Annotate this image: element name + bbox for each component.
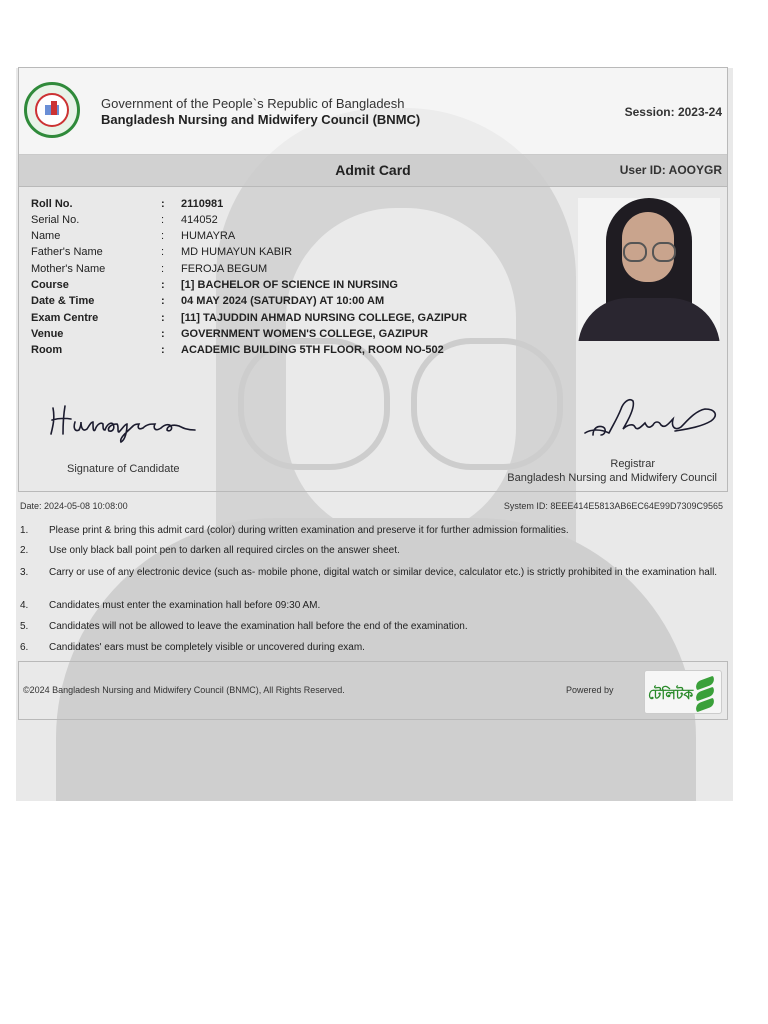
instruction-text: Candidates' ears must be completely visible or uncovered during exam. bbox=[49, 642, 365, 653]
detail-colon: : bbox=[161, 263, 165, 275]
detail-colon: : bbox=[161, 246, 165, 258]
council-name: Bangladesh Nursing and Midwifery Council (BNMC) bbox=[101, 112, 421, 127]
instruction-text: Candidates must enter the examination hall before 09:30 AM. bbox=[49, 600, 321, 611]
detail-label: Course bbox=[31, 279, 69, 291]
detail-colon: : bbox=[161, 328, 165, 340]
teletalk-logo-text: টেলিটক bbox=[648, 687, 694, 703]
registrar-label: Registrar bbox=[610, 458, 655, 470]
candidate-signature bbox=[47, 396, 217, 446]
detail-colon: : bbox=[161, 312, 165, 324]
instruction-number: 4. bbox=[20, 600, 29, 611]
detail-value: GOVERNMENT WOMEN'S COLLEGE, GAZIPUR bbox=[181, 328, 429, 340]
session-label: Session: 2023-24 bbox=[624, 105, 722, 119]
detail-colon: : bbox=[161, 214, 165, 226]
detail-label: Serial No. bbox=[31, 214, 80, 226]
print-date: Date: 2024-05-08 10:08:00 bbox=[20, 501, 128, 511]
title-bar bbox=[18, 154, 728, 187]
teletalk-logo-icon bbox=[644, 670, 722, 714]
instruction-text: Please print & bring this admit card (color) during written examination and preserve it for further admission formalities. bbox=[49, 525, 569, 536]
detail-value: [11] TAJUDDIN AHMAD NURSING COLLEGE, GAZIPUR bbox=[181, 312, 468, 324]
detail-label: Father's Name bbox=[31, 246, 103, 258]
system-id: System ID: 8EEE414E5813AB6EC64E99D7309C9565 bbox=[503, 501, 723, 511]
instruction-text: Candidates will not be allowed to leave the examination hall before the end of the examination. bbox=[49, 621, 468, 632]
card-header bbox=[18, 67, 728, 155]
instruction-number: 2. bbox=[20, 545, 29, 556]
instruction-text: Use only black ball point pen to darken all required circles on the answer sheet. bbox=[49, 545, 400, 556]
detail-value: 2110981 bbox=[181, 198, 224, 210]
registrar-council-label: Bangladesh Nursing and Midwifery Council bbox=[507, 472, 717, 484]
detail-colon: : bbox=[161, 279, 165, 291]
detail-label: Mother's Name bbox=[31, 263, 106, 275]
detail-label: Room bbox=[31, 344, 63, 356]
instruction-number: 3. bbox=[20, 567, 29, 578]
instruction-number: 6. bbox=[20, 642, 29, 653]
detail-value: 414052 bbox=[181, 214, 218, 226]
detail-colon: : bbox=[161, 344, 165, 356]
detail-value: ACADEMIC BUILDING 5TH FLOOR, ROOM NO-502 bbox=[181, 344, 444, 356]
page-title: Admit Card bbox=[335, 162, 411, 178]
detail-label: Date & Time bbox=[31, 295, 95, 307]
powered-by-label: Powered by bbox=[566, 685, 614, 695]
user-id: User ID: AOOYGR bbox=[619, 163, 722, 177]
instruction-number: 1. bbox=[20, 525, 29, 536]
candidate-signature-label: Signature of Candidate bbox=[67, 463, 180, 475]
instruction-text: Carry or use of any electronic device (such as- mobile phone, digital watch or similar device, calculator etc.) is strictly prohibited in the examination hall. bbox=[49, 567, 718, 578]
registrar-signature bbox=[579, 389, 719, 449]
detail-value: [1] BACHELOR OF SCIENCE IN NURSING bbox=[181, 279, 398, 291]
candidate-details bbox=[18, 186, 728, 492]
detail-value: 04 MAY 2024 (SATURDAY) AT 10:00 AM bbox=[181, 295, 385, 307]
detail-value: HUMAYRA bbox=[181, 230, 236, 242]
detail-label: Exam Centre bbox=[31, 312, 99, 324]
detail-label: Name bbox=[31, 230, 61, 242]
instruction-number: 5. bbox=[20, 621, 29, 632]
detail-colon: : bbox=[161, 295, 165, 307]
detail-colon: : bbox=[161, 198, 165, 210]
bnmc-logo-icon bbox=[24, 82, 80, 138]
detail-label: Roll No. bbox=[31, 198, 73, 210]
detail-value: MD HUMAYUN KABIR bbox=[181, 246, 293, 258]
detail-label: Venue bbox=[31, 328, 64, 340]
government-line: Government of the People`s Republic of Bangladesh bbox=[101, 96, 405, 111]
copyright-text: ©2024 Bangladesh Nursing and Midwifery Council (BNMC), All Rights Reserved. bbox=[23, 685, 345, 695]
detail-colon: : bbox=[161, 230, 165, 242]
page-footer bbox=[18, 661, 728, 720]
candidate-photo bbox=[578, 198, 720, 341]
detail-value: FEROJA BEGUM bbox=[181, 263, 268, 275]
